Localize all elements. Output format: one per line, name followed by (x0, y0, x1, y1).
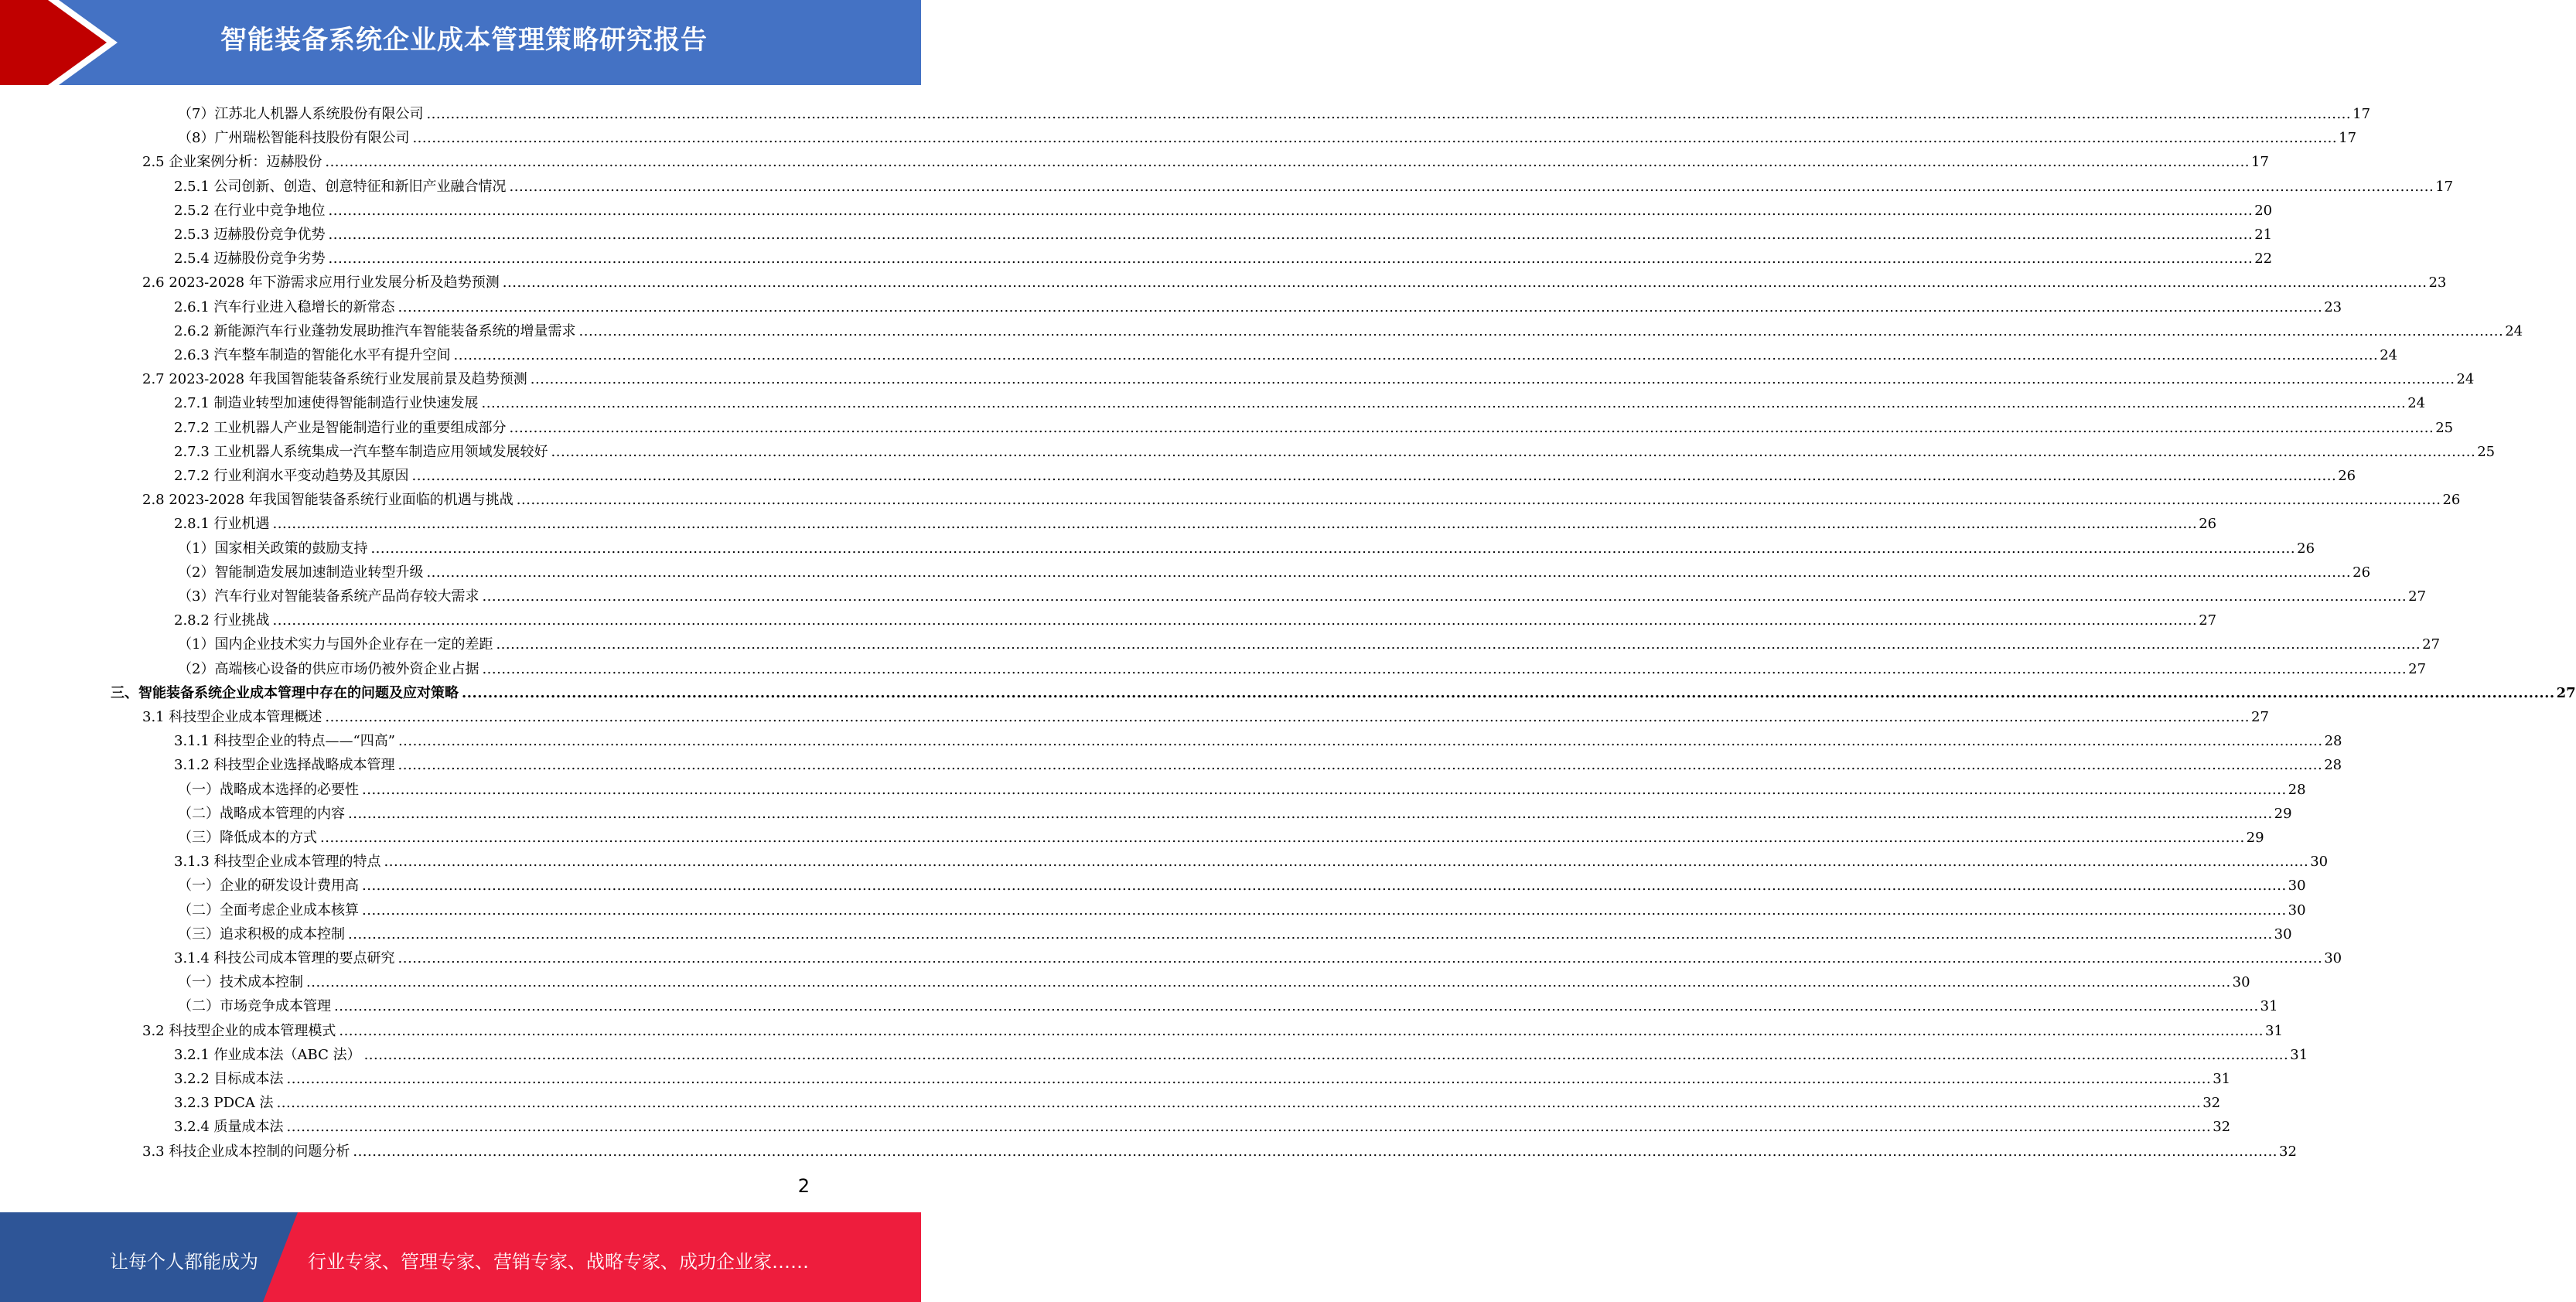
toc-entry-label: 3.1.4 科技公司成本管理的要点研究 (174, 950, 395, 966)
toc-entry[interactable] (178, 967, 2250, 991)
toc-entry-page: 24 (2456, 371, 2475, 388)
toc-entry-page: 25 (2477, 443, 2496, 460)
toc-entry-page: 30 (2232, 974, 2250, 991)
toc-entry[interactable] (174, 726, 2342, 750)
toc-leader-dots: ................................................................................................................................................................................................................................................................................................................................................................................................................ (339, 1022, 2264, 1039)
toc-leader-dots: ................................................................................................................................................................................................................................................................................................................................................................................................................ (328, 202, 2254, 219)
toc-leader-dots: ................................................................................................................................................................................................................................................................................................................................................................................................................ (348, 805, 2273, 822)
toc-entry-label: （三）降低成本的方式 (178, 830, 317, 846)
toc-entry[interactable] (142, 268, 2447, 291)
toc-entry-label: （二）市场竞争成本管理 (178, 998, 331, 1015)
toc-leader-dots: ................................................................................................................................................................................................................................................................................................................................................................................................................ (397, 757, 2323, 774)
toc-entry-page: 31 (2213, 1071, 2231, 1087)
toc-entry-page: 23 (2324, 298, 2342, 315)
footer-banner (0, 1212, 921, 1302)
toc-entry-label: 2.7.1 制造业转型加速使得智能制造行业快速发展 (174, 395, 479, 412)
toc-entry-page: 24 (2407, 395, 2426, 412)
toc-entry-page: 27 (2556, 684, 2576, 701)
header-red-block (0, 0, 108, 85)
toc-entry-page: 29 (2246, 830, 2264, 846)
toc-entry[interactable] (178, 557, 2371, 581)
footer-slogan-left: 让每个人都能成为 (110, 1251, 258, 1273)
toc-entry-label: 3.2.1 作业成本法（ABC 法） (174, 1046, 361, 1063)
toc-entry-page: 21 (2254, 227, 2273, 243)
toc-entry[interactable] (174, 316, 2523, 340)
toc-entry[interactable] (142, 364, 2475, 388)
toc-entry-label: 3.2.2 目标成本法 (174, 1071, 284, 1087)
toc-entry-page: 22 (2254, 251, 2273, 268)
toc-entry-label: 2.6.1 汽车行业进入稳增长的新常态 (174, 298, 395, 315)
toc-leader-dots: ................................................................................................................................................................................................................................................................................................................................................................................................................ (453, 347, 2379, 363)
toc-leader-dots: ................................................................................................................................................................................................................................................................................................................................................................................................................ (516, 492, 2441, 509)
toc-entry[interactable] (174, 1064, 2231, 1088)
toc-entry-label: （3）汽车行业对智能装备系统产品尚存较大需求 (178, 588, 479, 605)
toc-leader-dots: ................................................................................................................................................................................................................................................................................................................................................................................................................ (397, 950, 2323, 966)
toc-entry-label: 2.7.2 工业机器人产业是智能制造行业的重要组成部分 (174, 419, 507, 436)
toc-entry-label: 2.8.2 行业挑战 (174, 612, 270, 629)
toc-entry-label: 2.5.1 公司创新、创造、创意特征和新旧产业融合情况 (174, 178, 507, 195)
toc-entry-label: 2.5.2 在行业中竞争地位 (174, 202, 326, 219)
toc-leader-dots: ................................................................................................................................................................................................................................................................................................................................................................................................................ (286, 1119, 2212, 1136)
toc-entry[interactable] (174, 244, 2273, 268)
toc-entry-label: 2.5.3 迈赫股份竞争优势 (174, 227, 326, 243)
toc-entry-page: 30 (2310, 854, 2329, 871)
toc-entry-label: （1）国家相关政策的鼓励支持 (178, 540, 368, 557)
toc-entry-label: 3.2.4 质量成本法 (174, 1119, 284, 1136)
toc-entry-label: 3.1 科技型企业成本管理概述 (142, 709, 322, 725)
toc-entry[interactable] (178, 629, 2441, 653)
toc-entry-page: 30 (2288, 878, 2306, 895)
toc-entry-page: 26 (2442, 492, 2461, 509)
toc-entry-page: 32 (2279, 1143, 2297, 1160)
toc-leader-dots: ................................................................................................................................................................................................................................................................................................................................................................................................................ (325, 154, 2250, 171)
toc-entry-page: 26 (2199, 516, 2217, 533)
toc-entry[interactable] (174, 172, 2454, 196)
toc-entry[interactable] (174, 340, 2398, 364)
toc-entry-label: 3.3 科技企业成本控制的问题分析 (142, 1143, 350, 1160)
toc-entry-label: 2.8 2023-2028 年我国智能装备系统行业面临的机遇与挑战 (142, 492, 513, 509)
toc-entry-label: 2.5 企业案例分析：迈赫股份 (142, 154, 322, 171)
toc-entry[interactable] (178, 775, 2306, 799)
toc-leader-dots: ................................................................................................................................................................................................................................................................................................................................................................................................................ (370, 540, 2296, 557)
toc-entry-page: 32 (2213, 1119, 2231, 1136)
toc-entry[interactable] (174, 388, 2426, 412)
toc-entry-page: 31 (2290, 1046, 2308, 1063)
toc-leader-dots: ................................................................................................................................................................................................................................................................................................................................................................................................................ (530, 371, 2455, 388)
toc-leader-dots: ................................................................................................................................................................................................................................................................................................................................................................................................................ (328, 227, 2254, 243)
toc-leader-dots: ................................................................................................................................................................................................................................................................................................................................................................................................................ (384, 854, 2309, 871)
toc-leader-dots: ................................................................................................................................................................................................................................................................................................................................................................................................................ (320, 830, 2245, 846)
toc-entry-label: （一）战略成本选择的必要性 (178, 781, 359, 798)
toc-leader-dots: ................................................................................................................................................................................................................................................................................................................................................................................................................ (362, 902, 2287, 919)
toc-entry-page: 23 (2428, 274, 2447, 291)
toc-entry[interactable] (174, 1112, 2231, 1136)
toc-entry[interactable] (178, 654, 2427, 678)
toc-entry[interactable] (178, 799, 2292, 823)
toc-entry[interactable] (178, 871, 2306, 895)
toc-entry-label: 3.1.1 科技型企业的特点——“四高” (174, 733, 395, 750)
toc-entry-page: 24 (2380, 347, 2398, 363)
toc-entry-page: 26 (2338, 468, 2356, 484)
toc-entry-label: （三）追求积极的成本控制 (178, 925, 345, 942)
toc-entry[interactable] (178, 533, 2315, 557)
toc-entry[interactable] (174, 1040, 2308, 1064)
toc-leader-dots: ................................................................................................................................................................................................................................................................................................................................................................................................................ (328, 251, 2254, 268)
toc-entry[interactable] (174, 847, 2329, 871)
toc-leader-dots: ................................................................................................................................................................................................................................................................................................................................................................................................................ (286, 1071, 2212, 1087)
toc-leader-dots: ................................................................................................................................................................................................................................................................................................................................................................................................................ (502, 274, 2428, 291)
toc-entry-label: 3.2.3 PDCA 法 (174, 1095, 274, 1112)
toc-entry-page: 29 (2274, 805, 2292, 822)
toc-entry-label: 2.6 2023-2028 年下游需求应用行业发展分析及趋势预测 (142, 274, 500, 291)
toc-leader-dots: ................................................................................................................................................................................................................................................................................................................................................................................................................ (482, 588, 2407, 605)
toc-entry[interactable] (174, 413, 2454, 437)
toc-entry-label: 2.7 2023-2028 年我国智能装备系统行业发展前景及趋势预测 (142, 371, 527, 388)
toc-entry-label: （1）国内企业技术实力与国外企业存在一定的差距 (178, 636, 493, 653)
toc-leader-dots: ................................................................................................................................................................................................................................................................................................................................................................................................................ (334, 998, 2259, 1015)
page-number: 2 (797, 1175, 810, 1197)
toc-leader-dots: ................................................................................................................................................................................................................................................................................................................................................................................................................ (362, 781, 2287, 798)
toc-leader-dots: ................................................................................................................................................................................................................................................................................................................................................................................................................ (496, 636, 2421, 653)
toc-entry-page: 24 (2505, 322, 2523, 339)
toc-entry[interactable] (142, 1016, 2283, 1040)
toc-entry-page: 27 (2408, 588, 2427, 605)
toc-entry[interactable] (142, 702, 2269, 726)
toc-entry[interactable] (178, 919, 2292, 943)
toc-entry-label: 2.7.2 行业利润水平变动趋势及其原因 (174, 468, 409, 484)
toc-entry-label: （2）智能制造发展加速制造业转型升级 (178, 564, 424, 581)
toc-entry[interactable] (174, 1088, 2221, 1112)
toc-leader-dots: ................................................................................................................................................................................................................................................................................................................................................................................................................ (363, 1046, 2289, 1063)
toc-leader-dots: ................................................................................................................................................................................................................................................................................................................................................................................................................ (412, 130, 2338, 147)
toc-entry-label: 3.1.3 科技型企业成本管理的特点 (174, 854, 381, 871)
toc-leader-dots: ................................................................................................................................................................................................................................................................................................................................................................................................................ (481, 395, 2407, 412)
toc-entry-page: 26 (2353, 564, 2371, 581)
toc-entry-page: 17 (2339, 130, 2357, 147)
toc-entry-page: 30 (2288, 902, 2306, 919)
toc-entry-page: 28 (2288, 781, 2306, 798)
toc-entry[interactable] (174, 196, 2273, 220)
toc-entry-label: （一）技术成本控制 (178, 974, 303, 991)
toc-leader-dots: ................................................................................................................................................................................................................................................................................................................................................................................................................ (482, 660, 2407, 677)
toc-leader-dots: ................................................................................................................................................................................................................................................................................................................................................................................................................ (276, 1095, 2202, 1112)
toc-entry-page: 17 (2251, 154, 2269, 171)
toc-entry-label: （二）战略成本管理的内容 (178, 805, 345, 822)
toc-leader-dots: ................................................................................................................................................................................................................................................................................................................................................................................................................ (397, 298, 2323, 315)
toc-entry-label: （二）全面考虑企业成本核算 (178, 902, 359, 919)
toc-entry-label: 2.7.3 工业机器人系统集成一汽车整车制造应用领域发展较好 (174, 443, 548, 460)
toc-leader-dots: ................................................................................................................................................................................................................................................................................................................................................................................................................ (509, 419, 2434, 436)
toc-entry-page: 17 (2435, 178, 2454, 195)
toc-entry-label: 2.6.3 汽车整车制造的智能化水平有提升空间 (174, 347, 451, 363)
toc-leader-dots: ................................................................................................................................................................................................................................................................................................................................................................................................................ (426, 564, 2352, 581)
toc-entry-page: 26 (2297, 540, 2315, 557)
toc-entry[interactable] (178, 823, 2264, 847)
toc-entry-label: 2.6.2 新能源汽车行业蓬勃发展助推汽车智能装备系统的增量需求 (174, 322, 576, 339)
toc-entry-page: 25 (2435, 419, 2454, 436)
toc-entry-page: 28 (2324, 733, 2342, 750)
toc-entry-label: 3.1.2 科技型企业选择战略成本管理 (174, 757, 395, 774)
toc-leader-dots: ................................................................................................................................................................................................................................................................................................................................................................................................................ (362, 878, 2287, 895)
toc-entry[interactable] (142, 147, 2269, 171)
toc-entry-page: 17 (2353, 106, 2371, 122)
toc-entry-page: 32 (2202, 1095, 2221, 1112)
toc-leader-dots: ................................................................................................................................................................................................................................................................................................................................................................................................................ (578, 322, 2504, 339)
toc-entry-page: 28 (2324, 757, 2342, 774)
toc-entry[interactable] (174, 437, 2496, 461)
toc-entry[interactable] (111, 678, 2576, 702)
toc-leader-dots: ................................................................................................................................................................................................................................................................................................................................................................................................................ (462, 684, 2555, 701)
toc-leader-dots: ................................................................................................................................................................................................................................................................................................................................................................................................................ (411, 468, 2337, 484)
toc-entry[interactable] (174, 292, 2342, 316)
toc-entry-label: 三、智能装备系统企业成本管理中存在的问题及应对策略 (111, 684, 459, 701)
toc-entry[interactable] (178, 123, 2357, 147)
toc-entry-label: 2.5.4 迈赫股份竞争劣势 (174, 251, 326, 268)
header-banner (0, 0, 921, 85)
toc-entry-label: （7）江苏北人机器人系统股份有限公司 (178, 106, 424, 122)
toc-entry-label: （一）企业的研发设计费用高 (178, 878, 359, 895)
toc-leader-dots: ................................................................................................................................................................................................................................................................................................................................................................................................................ (426, 106, 2352, 122)
toc-leader-dots: ................................................................................................................................................................................................................................................................................................................................................................................................................ (353, 1143, 2278, 1160)
toc-leader-dots: ................................................................................................................................................................................................................................................................................................................................................................................................................ (397, 733, 2323, 750)
toc-leader-dots: ................................................................................................................................................................................................................................................................................................................................................................................................................ (272, 612, 2198, 629)
toc-entry-page: 31 (2260, 998, 2278, 1015)
toc-entry[interactable] (142, 1137, 2297, 1161)
toc-leader-dots: ................................................................................................................................................................................................................................................................................................................................................................................................................ (306, 974, 2231, 991)
toc-entry[interactable] (178, 895, 2306, 919)
page-title: 智能装备系统企业成本管理策略研究报告 (220, 25, 708, 56)
toc-entry[interactable] (174, 461, 2356, 485)
toc-leader-dots: ................................................................................................................................................................................................................................................................................................................................................................................................................ (348, 925, 2273, 942)
toc-entry-page: 20 (2254, 202, 2273, 219)
toc-leader-dots: ................................................................................................................................................................................................................................................................................................................................................................................................................ (272, 516, 2198, 533)
toc-entry[interactable] (174, 220, 2273, 244)
toc-entry[interactable] (178, 991, 2278, 1015)
toc-entry-page: 27 (2251, 709, 2269, 725)
toc-entry-label: 3.2 科技型企业的成本管理模式 (142, 1022, 336, 1039)
toc-entry-label: （2）高端核心设备的供应市场仍被外资企业占据 (178, 660, 479, 677)
toc-entry[interactable] (178, 581, 2427, 605)
toc-entry-label: （8）广州瑞松智能科技股份有限公司 (178, 130, 410, 147)
toc-entry[interactable] (174, 943, 2342, 967)
toc-entry[interactable] (174, 605, 2217, 629)
toc-entry-page: 30 (2274, 925, 2292, 942)
toc-leader-dots: ................................................................................................................................................................................................................................................................................................................................................................................................................ (551, 443, 2476, 460)
toc-entry[interactable] (174, 509, 2217, 533)
toc-entry-page: 27 (2199, 612, 2217, 629)
footer-slogan-right: 行业专家、管理专家、营销专家、战略专家、成功企业家…… (308, 1251, 809, 1273)
toc-entry[interactable] (142, 485, 2461, 509)
toc-entry-page: 30 (2324, 950, 2342, 966)
toc-entry-page: 27 (2408, 660, 2427, 677)
toc-leader-dots: ................................................................................................................................................................................................................................................................................................................................................................................................................ (509, 178, 2434, 195)
toc-entry[interactable] (178, 99, 2371, 123)
toc-entry-page: 31 (2265, 1022, 2283, 1039)
toc-leader-dots: ................................................................................................................................................................................................................................................................................................................................................................................................................ (325, 709, 2250, 725)
toc-entry[interactable] (174, 750, 2342, 774)
toc-entry-label: 2.8.1 行业机遇 (174, 516, 270, 533)
toc-entry-page: 27 (2422, 636, 2441, 653)
